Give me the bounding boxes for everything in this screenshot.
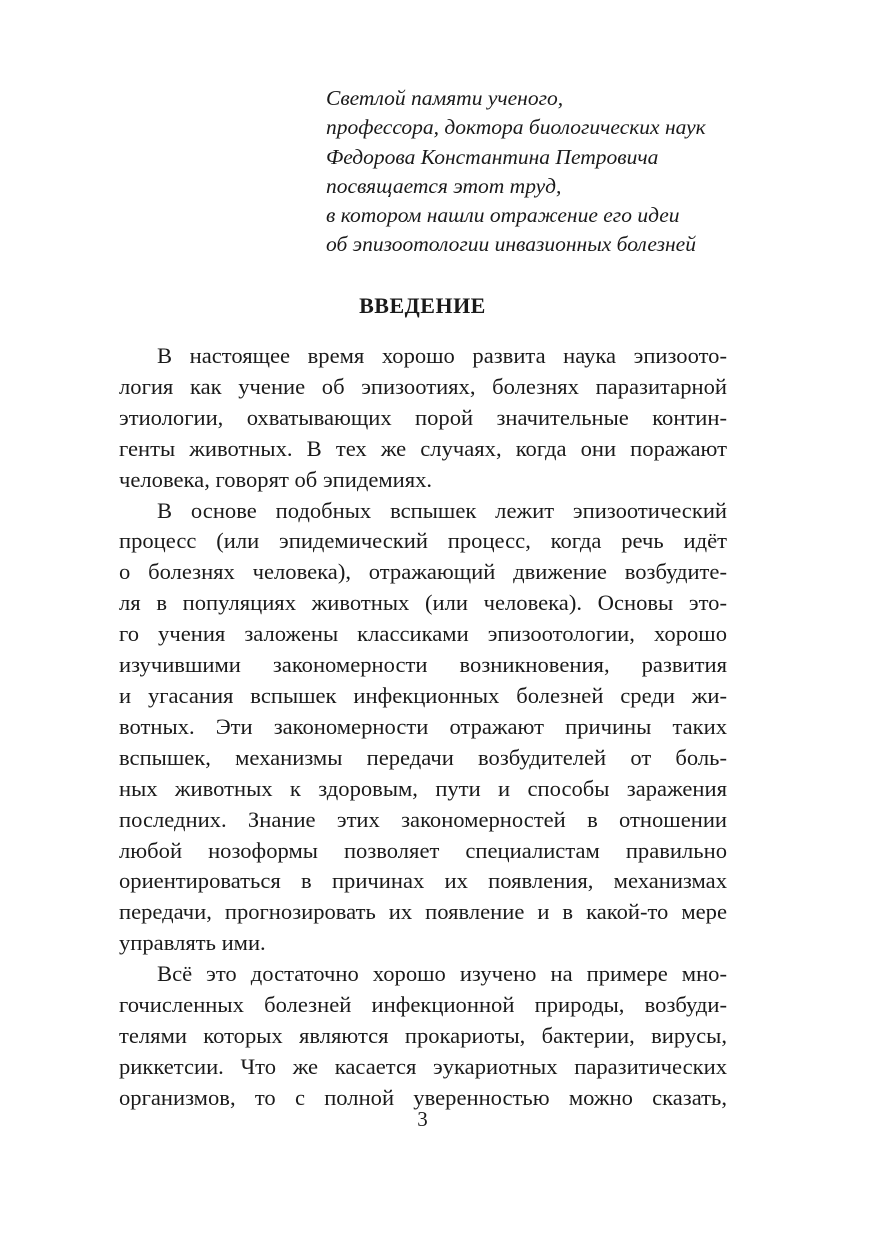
text-line: В настоящее время хорошо развита наука эпизоото- <box>157 343 727 368</box>
paragraph-2 <box>119 496 727 960</box>
text-line: последних. Знание этих закономерностей в отношении <box>119 806 727 832</box>
page-number: 3 <box>417 1107 428 1131</box>
body-text <box>119 341 727 1114</box>
text-line: процесс (или эпидемический процесс, когда речь идёт <box>119 528 727 554</box>
text-line: любой нозоформы позволяет специалистам правильно <box>119 837 727 863</box>
dedication-line: в котором нашли отражение его идеи <box>326 203 680 228</box>
paragraph-1 <box>119 341 727 496</box>
text-line: ля в популяциях животных (или человека). Основы это- <box>119 590 727 616</box>
text-line: вспышек, механизмы передачи возбудителей от боль- <box>119 744 727 770</box>
text-line: риккетсии. Что же касается эукариотных паразитических <box>119 1053 727 1079</box>
text-line: передачи, прогнозировать их появление и в какой-то мере <box>119 899 727 925</box>
text-line: и угасания вспышек инфекционных болезней среди жи- <box>119 682 727 708</box>
text-line: ориентироваться в причинах их появления, механизмах <box>119 868 727 894</box>
dedication-line: Федорова Константина Петровича <box>326 144 659 169</box>
section-heading: ВВЕДЕНИЕ <box>359 293 486 318</box>
text-line: логия как учение об эпизоотиях, болезнях паразитарной <box>119 373 727 399</box>
text-line: го учения заложены классиками эпизоотологии, хорошо <box>119 621 727 647</box>
text-line: Всё это достаточно хорошо изучено на примере мно- <box>157 961 727 987</box>
text-line: организмов, то с полной уверенностью можно сказать, <box>119 1084 727 1110</box>
dedication-line: профессора, доктора биологических наук <box>326 115 706 140</box>
text-line: телями которых являются прокариоты, бактерии, вирусы, <box>119 1022 727 1048</box>
text-line: изучившими закономерности возникновения, развития <box>119 652 727 678</box>
dedication-line: об эпизоотологии инвазионных болезней <box>326 232 696 257</box>
text-line: о болезнях человека), отражающий движение возбудите- <box>119 559 727 585</box>
dedication-line: Светлой памяти ученого, <box>326 86 564 110</box>
dedication <box>326 84 846 260</box>
text-line: генты животных. В тех же случаях, когда они поражают <box>119 435 727 461</box>
text-line: человека, говорят об эпидемиях. <box>119 466 433 492</box>
text-line: гочисленных болезней инфекционной природы, возбуди- <box>119 992 727 1018</box>
text-line: этиологии, охватывающих порой значительные контин- <box>119 404 727 430</box>
paragraph-3 <box>119 959 727 1114</box>
text-line: управлять ими. <box>119 930 266 956</box>
dedication-line: посвящается этот труд, <box>326 173 562 198</box>
text-line: В основе подобных вспышек лежит эпизоотический <box>157 497 727 523</box>
text-line: вотных. Эти закономерности отражают причины таких <box>119 713 727 739</box>
text-line: ных животных к здоровым, пути и способы заражения <box>119 775 727 801</box>
